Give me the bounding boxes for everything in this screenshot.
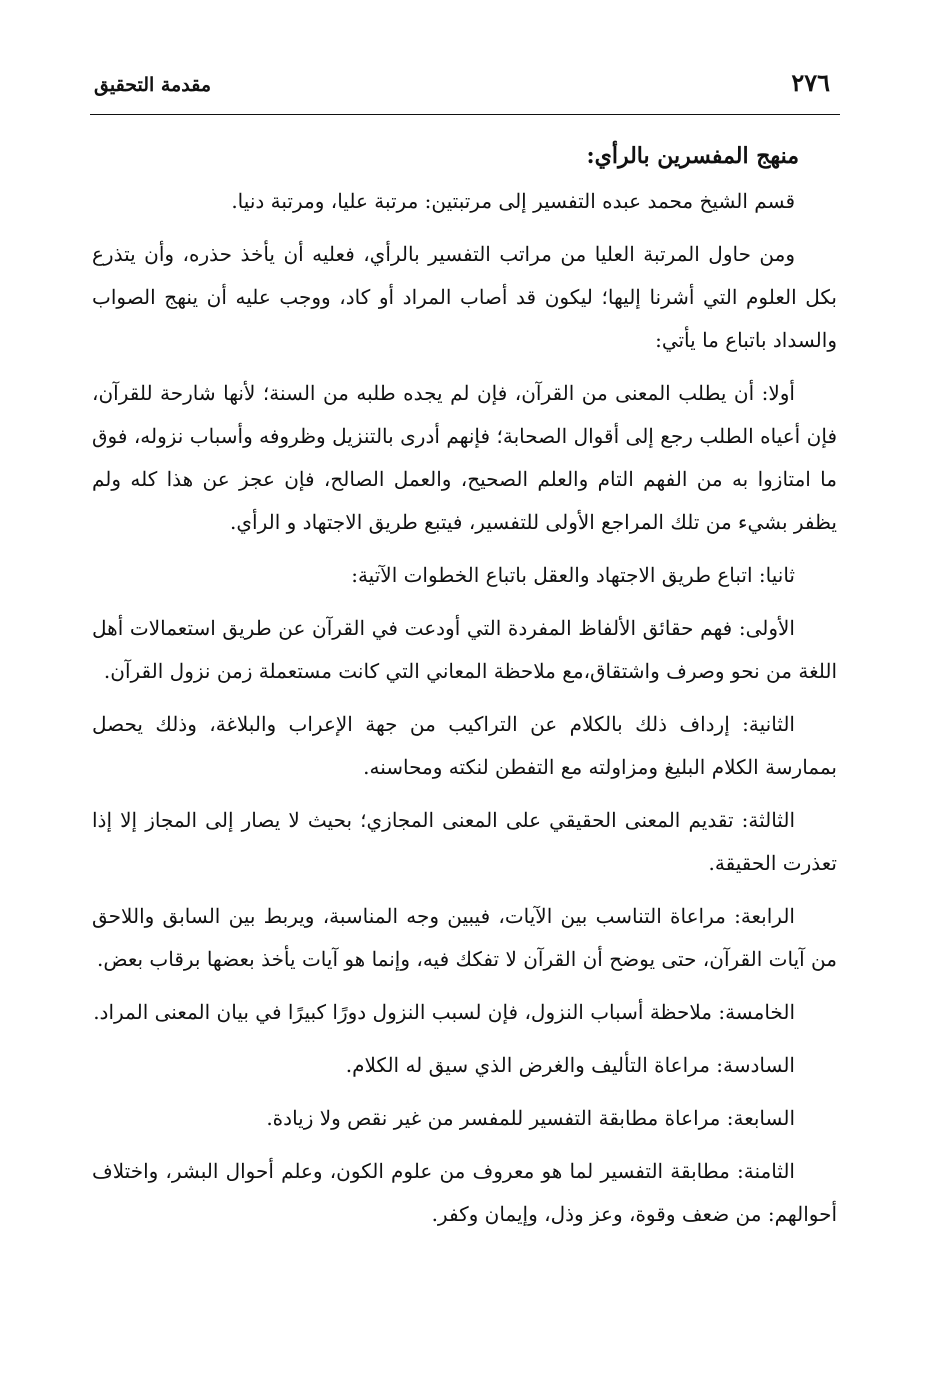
step-second: الثانية: إرداف ذلك بالكلام عن التراكيب من جهة الإعراب والبلاغة، وذلك يحصل بممارسة الكلام البليغ ومزاولته مع التفطن لنكته ومحاسنه. <box>92 712 837 779</box>
step-eighth: الثامنة: مطابقة التفسير لما هو معروف من علوم الكون، وعلم أحوال البشر، واختلاف أحوالهم: من ضعف وقوة، وعز وذل، وإيمان وكفر. <box>92 1159 837 1226</box>
step-third: الثالثة: تقديم المعنى الحقيقي على المعنى المجازي؛ بحيث لا يصار إلى المجاز إلا إذا تعذرت الحقيقة. <box>92 808 837 875</box>
page-number: ٢٧٦ <box>791 68 830 97</box>
paragraph-first: أولا: أن يطلب المعنى من القرآن، فإن لم يجده طلبه من السنة؛ لأنها شارحة للقرآن، فإن أعياه الطلب رجع إلى أقوال الصحابة؛ فإنهم أدرى بالتنزيل وظروفه وأسباب نزوله، فوق ما امتازوا به من الفهم التام والعلم الصحيح، والعمل الصالح، فإن عجز عن هذا كله ولم يظفر بشيء من تلك المراجع الأولى للتفسير، فيتبع طريق الاجتهاد و الرأي. <box>92 381 837 534</box>
step-seventh: السابعة: مراعاة مطابقة التفسير للمفسر من غير نقص ولا زيادة. <box>266 1106 795 1130</box>
step-first: الأولى: فهم حقائق الألفاظ المفردة التي أودعت في القرآن عن طريق استعمالات أهل اللغة من نحو وصرف واشتقاق،مع ملاحظة المعاني التي كانت مستعملة زمن نزول القرآن. <box>92 616 837 683</box>
paragraph-intro: قسم الشيخ محمد عبده التفسير إلى مرتبتين: مرتبة عليا، ومرتبة دنيا. <box>231 189 795 213</box>
section-heading: منهج المفسرين بالرأي: <box>586 143 799 169</box>
paragraph-higher-rank: ومن حاول المرتبة العليا من مراتب التفسير بالرأي، فعليه أن يأخذ حذره، وأن يتذرع بكل العلوم التي أشرنا إليها؛ ليكون قد أصاب المراد أو كاد، ووجب عليه أن ينهج الصواب والسداد باتباع ما يأتي: <box>92 242 837 352</box>
step-fourth: الرابعة: مراعاة التناسب بين الآيات، فيبين وجه المناسبة، ويربط بين السابق واللاحق من آيات القرآن، حتى يوضح أن القرآن لا تفكك فيه، وإنما هو آيات يأخذ بعضها برقاب بعض. <box>92 904 837 971</box>
paragraph-second: ثانيا: اتباع طريق الاجتهاد والعقل باتباع الخطوات الآتية: <box>351 563 795 587</box>
step-sixth: السادسة: مراعاة التأليف والغرض الذي سيق له الكلام. <box>345 1053 795 1077</box>
page-body <box>92 127 837 1246</box>
step-fifth: الخامسة: ملاحظة أسباب النزول، فإن لسبب النزول دورًا كبيرًا في بيان المعنى المراد. <box>93 1000 795 1024</box>
page-header <box>90 68 840 115</box>
running-title: مقدمة التحقيق <box>94 74 211 96</box>
